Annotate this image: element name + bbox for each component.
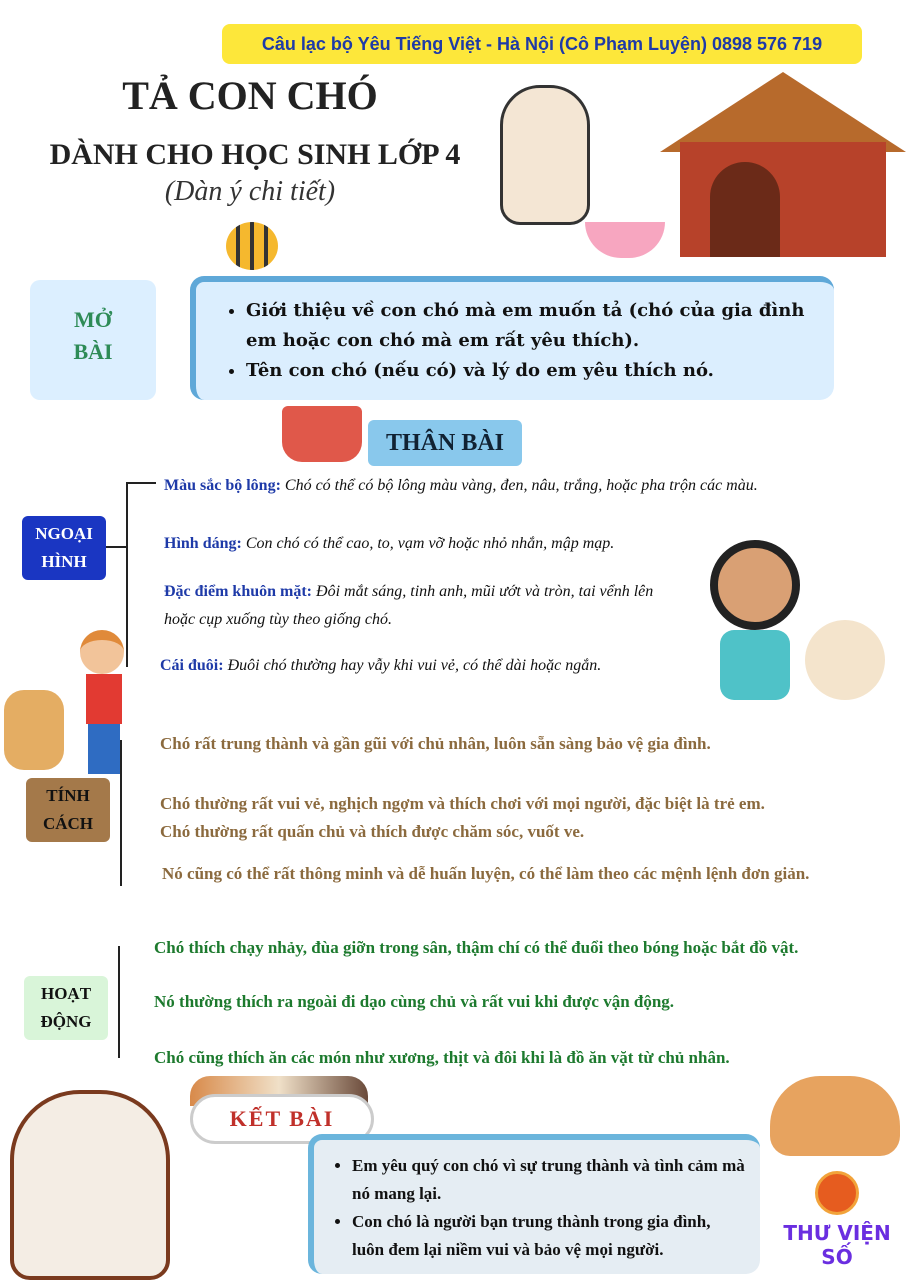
kids-reading-illustration	[282, 406, 362, 462]
logo-emblem-icon	[815, 1171, 859, 1215]
ket-bai-content	[308, 1134, 760, 1274]
list-item: Chó thích chạy nhảy, đùa giỡn trong sân, thậm chí có thể đuổi theo bóng hoặc bắt đồ vật.	[154, 938, 799, 957]
page-note: (Dàn ý chi tiết)	[164, 176, 336, 207]
ket-bai-heading: KẾT BÀI	[190, 1094, 374, 1144]
page-title: TẢ CON CHÓ	[122, 73, 378, 118]
list-item	[164, 472, 864, 500]
bee-illustration	[226, 222, 278, 270]
mo-bai-content	[190, 276, 834, 400]
label-line2: HÌNH	[41, 552, 87, 571]
list-item: Chó rất trung thành và gần gũi với chủ nhân, luôn sẵn sàng bảo vệ gia đình.	[160, 734, 711, 753]
thu-vien-so-logo	[768, 1160, 906, 1280]
label-line2: ĐỘNG	[40, 1012, 92, 1031]
label-line2: CÁCH	[42, 814, 94, 833]
list-item	[164, 530, 684, 558]
hoat-dong-label	[24, 976, 108, 1040]
page-subtitle: DÀNH CHO HỌC SINH LỚP 4	[49, 138, 461, 171]
header-banner: Câu lạc bộ Yêu Tiếng Việt - Hà Nội (Cô Phạm Luyện) 0898 576 719	[222, 24, 862, 64]
label-line1: TÍNH	[46, 786, 90, 805]
item-text: Đôi mắt sáng, tinh anh, mũi ướt và tròn, tai vểnh lên hoặc cụp xuống tùy theo giống chó.	[164, 583, 654, 628]
list-item: Nó thường thích ra ngoài đi dạo cùng chủ và rất vui khi được vận động.	[154, 992, 675, 1011]
bracket-line	[126, 482, 128, 667]
item-key: Cái đuôi:	[160, 657, 224, 674]
mo-bai-label-line1: MỞ	[74, 307, 112, 332]
list-item: • Em yêu quý con chó vì sự trung thành và tình cảm mà nó mang lại.	[352, 1152, 746, 1208]
mo-bai-label	[30, 280, 156, 400]
doghouse-illustration	[660, 72, 906, 257]
list-item	[160, 652, 680, 680]
list-item: • Tên con chó (nếu có) và lý do em yêu thích nó.	[246, 356, 814, 386]
item-key: Màu sắc bộ lông:	[164, 477, 281, 494]
list-item	[164, 578, 684, 634]
list-item: Chó cũng thích ăn các món như xương, thịt và đôi khi là đồ ăn vặt từ chủ nhân.	[154, 1048, 730, 1067]
mo-bai-label-line2: BÀI	[73, 339, 113, 364]
dabbing-dog-illustration	[10, 1090, 170, 1280]
boy-walking-dog-illustration	[0, 630, 140, 774]
list-item: Chó thường rất vui vẻ, nghịch ngợm và thích chơi với mọi người, đặc biệt là trẻ em.	[160, 794, 765, 813]
than-bai-heading: THÂN BÀI	[368, 420, 522, 466]
puppy-illustration	[500, 85, 590, 225]
list-item: Chó thường rất quấn chủ và thích được chăm sóc, vuốt ve.	[160, 822, 585, 841]
ngoai-hinh-label	[22, 516, 106, 580]
bracket-line	[106, 546, 126, 548]
label-line1: NGOẠI	[35, 524, 93, 543]
item-text: Con chó có thể cao, to, vạm vỡ hoặc nhỏ nhắn, mập mạp.	[241, 535, 615, 552]
list-item: • Giới thiệu về con chó mà em muốn tả (chó của gia đình em hoặc con chó mà em rất yêu thích).	[246, 296, 814, 356]
list-item: Nó cũng có thể rất thông minh và dễ huấn luyện, có thể làm theo các mệnh lệnh đơn giản.	[162, 864, 810, 883]
item-text: Chó có thể có bộ lông màu vàng, đen, nâu, trắng, hoặc pha trộn các màu.	[280, 477, 758, 494]
list-item: • Con chó là người bạn trung thành trong gia đình, luôn đem lại niềm vui và bảo vệ mọi người.	[352, 1208, 746, 1264]
item-key: Đặc điểm khuôn mặt:	[164, 583, 313, 600]
tinh-cach-label	[26, 778, 110, 842]
bracket-line	[118, 946, 120, 1058]
bracket-line	[126, 482, 156, 484]
boy-with-dog-illustration	[700, 540, 890, 710]
logo-text: THƯ VIỆN SỐ	[783, 1221, 891, 1269]
bracket-line	[120, 740, 122, 886]
shiba-dog-illustration	[770, 1076, 900, 1156]
item-text: Đuôi chó thường hay vẫy khi vui vẻ, có thể dài hoặc ngắn.	[223, 657, 602, 674]
label-line1: HOẠT	[40, 984, 92, 1003]
item-key: Hình dáng:	[164, 535, 242, 552]
dog-bowl-illustration	[585, 222, 665, 258]
